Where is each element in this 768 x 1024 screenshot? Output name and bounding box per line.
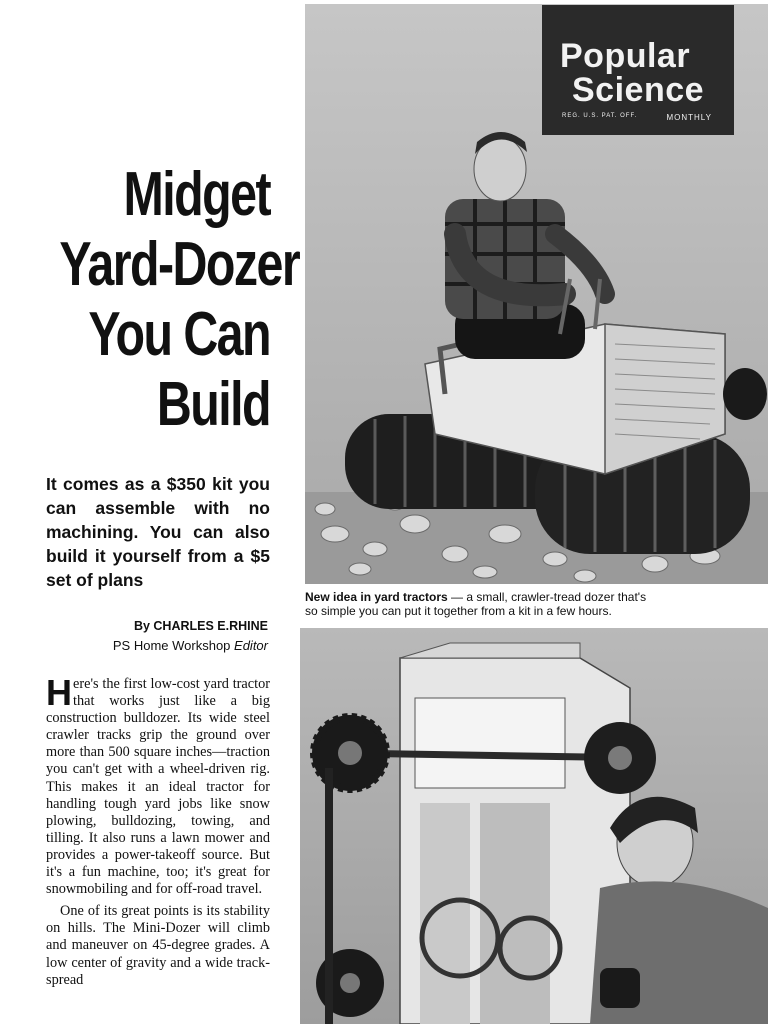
caption-lead: New idea in yard tractors [305,590,448,604]
author-name: By CHARLES E.RHINE [133,619,268,633]
title-line-3: You Can [88,300,271,369]
drop-cap: H [46,676,72,713]
body-paragraph-1 [46,676,270,898]
popular-science-logo [542,5,734,135]
dozer-photo [305,4,768,584]
masthead-registration: REG. U.S. PAT. OFF. [562,113,638,119]
title-line-2: Yard-Dozer [59,230,300,299]
assembly-photo [300,628,768,1024]
masthead-monthly: MONTHLY [666,113,712,122]
article-deck: It comes as a $350 kit you can assemble with no machining. You can also build it yourself from a $5 set of plans [46,474,270,590]
caption-line-2: so simple you can put it together from a kit in a few hours. [305,603,612,618]
body-paragraph-2: One of its great points is its stability on hills. The Mini-Dozer will climb and maneuver on 45-degree grades. A low center of gravity and a wide track-spread [46,903,270,988]
author-role [38,636,268,656]
masthead-line-2: Science [572,71,705,109]
title-line-1: Midget [123,160,270,229]
title-line-4: Build [156,370,270,439]
caption-text: — a small, crawler-tread dozer that's [447,590,647,604]
author-role-text: PS Home Workshop [112,638,231,653]
author-role-emphasis: Editor [234,638,268,653]
article-title [59,160,300,440]
article-body [46,676,270,1024]
assembly-illustration [300,628,768,1024]
photo-caption [305,591,768,618]
byline [38,616,268,656]
masthead-line-1: Popular [560,37,691,75]
body-paragraph-1-text: ere's the first low-cost yard tractor that works just like a big construction bulldozer. Its wide steel crawler tracks grip the ground over more than 500 square inches—traction you can't get with a wheel-driven rig. This makes it an ideal tractor for handling tough yard jobs like snow plowing, bulldozing, towing, and tilling. It also runs a lawn mower and provides a power-takeoff source. But it's a fun machine, too; it's great for snowmobiling and for off-road travel. [46,676,270,898]
